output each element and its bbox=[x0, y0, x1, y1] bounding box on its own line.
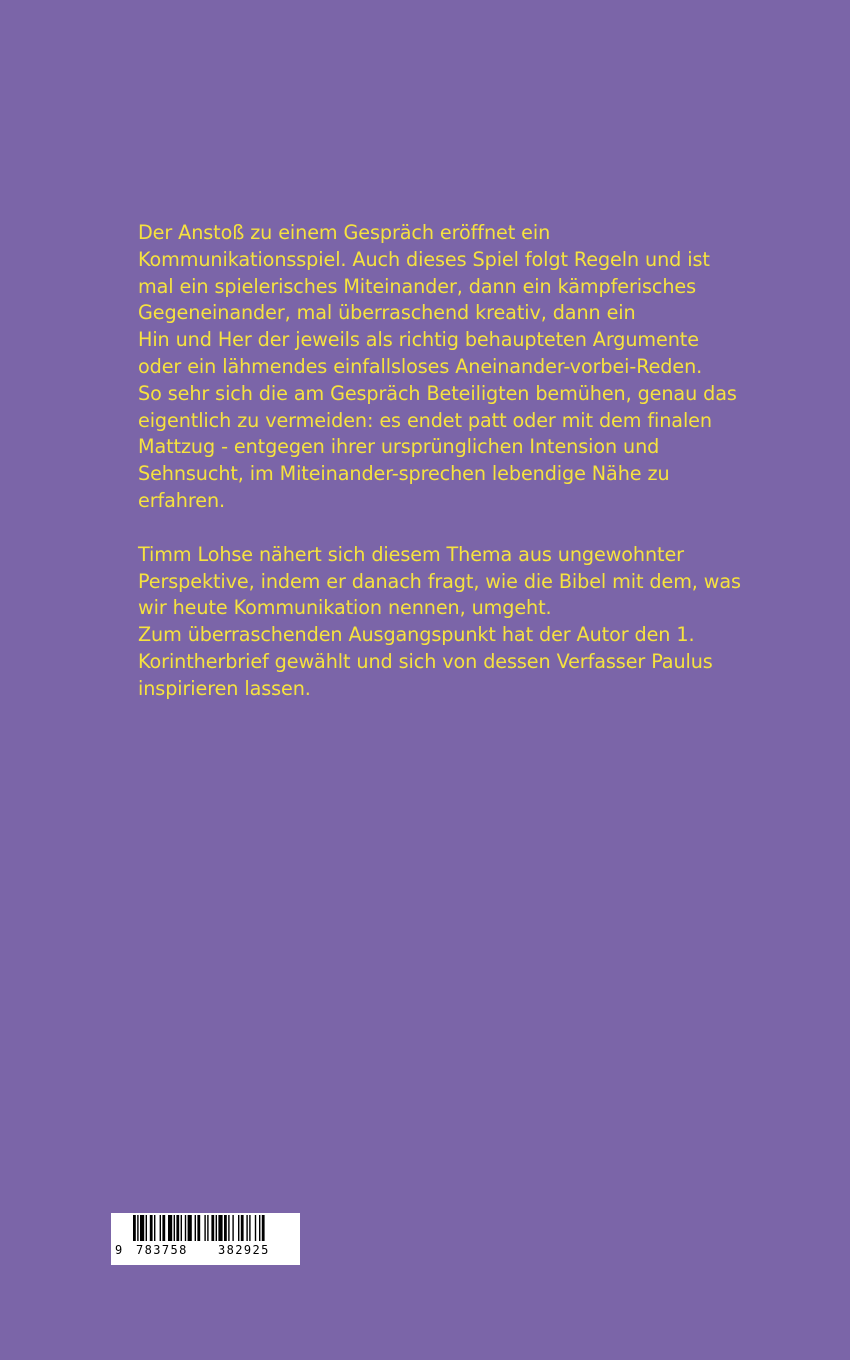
isbn-digit-prefix: 9 bbox=[115, 1243, 124, 1257]
barcode-bar bbox=[133, 1215, 136, 1241]
blurb-line: Perspektive, indem er danach fragt, wie die Bibel mit dem, was bbox=[138, 569, 741, 593]
barcode-bar bbox=[207, 1215, 208, 1241]
barcode-bar bbox=[162, 1215, 165, 1241]
barcode-bar bbox=[241, 1215, 244, 1241]
barcode-bar bbox=[188, 1215, 192, 1241]
isbn-digits-left: 783758 bbox=[136, 1243, 188, 1257]
barcode-bar bbox=[224, 1215, 227, 1241]
blurb-line: Timm Lohse nähert sich diesem Thema aus ungewohnter bbox=[138, 542, 684, 566]
blurb-line: eigentlich zu vermeiden: es endet patt oder mit dem finalen bbox=[138, 408, 712, 432]
blurb-line: Der Anstoß zu einem Gespräch eröffnet ein bbox=[138, 221, 551, 244]
barcode-bar bbox=[246, 1215, 247, 1241]
blurb-text bbox=[138, 220, 778, 703]
barcode-bar bbox=[181, 1215, 182, 1241]
barcode-bar bbox=[168, 1215, 172, 1241]
barcode-bar bbox=[176, 1215, 179, 1241]
blurb-line: Mattzug - entgegen ihrer ursprünglichen Intension und bbox=[138, 435, 660, 459]
blurb-paragraph-1 bbox=[138, 220, 778, 515]
barcode-bar bbox=[140, 1215, 144, 1241]
barcode-bar bbox=[154, 1215, 155, 1241]
barcode-bar bbox=[150, 1215, 153, 1241]
barcode-bar bbox=[249, 1215, 250, 1241]
barcode-bar bbox=[228, 1215, 229, 1241]
blurb-paragraph-2 bbox=[138, 542, 778, 703]
barcode-bar bbox=[255, 1215, 256, 1241]
blurb-line: inspirieren lassen. bbox=[138, 676, 311, 700]
barcode-bar bbox=[262, 1215, 265, 1241]
barcode-bar bbox=[197, 1215, 200, 1241]
barcode-bar bbox=[146, 1215, 147, 1241]
blurb-line: So sehr sich die am Gespräch Beteiligten bemühen, genau das bbox=[138, 381, 737, 405]
barcode-bar bbox=[204, 1215, 205, 1241]
barcode-bar bbox=[195, 1215, 196, 1241]
barcode-bar bbox=[160, 1215, 161, 1241]
barcode-bar bbox=[211, 1215, 214, 1241]
blurb-line: mal ein spielerisches Miteinander, dann ein kämpferisches bbox=[138, 274, 696, 298]
blurb-line: Kommunikationsspiel. Auch dieses Spiel folgt Regeln und ist bbox=[138, 247, 710, 271]
blurb-line: Gegeneinander, mal überraschend kreativ, dann ein bbox=[138, 301, 636, 325]
isbn-barcode bbox=[111, 1213, 300, 1265]
barcode-bar bbox=[185, 1215, 186, 1241]
barcode-bar bbox=[137, 1215, 138, 1241]
barcode-bar bbox=[174, 1215, 175, 1241]
isbn-digits-right: 382925 bbox=[218, 1243, 270, 1257]
blurb-line: oder ein lähmendes einfallsloses Aneinander-vorbei-Reden. bbox=[138, 354, 703, 378]
barcode-bar bbox=[216, 1215, 217, 1241]
blurb-line: erfahren. bbox=[138, 488, 225, 512]
barcode-bars bbox=[111, 1213, 300, 1265]
barcode-bar bbox=[232, 1215, 233, 1241]
blurb-line: Sehnsucht, im Miteinander-sprechen lebendige Nähe zu bbox=[138, 462, 670, 486]
blurb-line: Korintherbrief gewählt und sich von dessen Verfasser Paulus bbox=[138, 649, 713, 673]
blurb-line: wir heute Kommunikation nennen, umgeht. bbox=[138, 596, 552, 620]
barcode-bar bbox=[259, 1215, 260, 1241]
barcode-bar bbox=[218, 1215, 222, 1241]
blurb-line: Hin und Her der jeweils als richtig behaupteten Argumente bbox=[138, 328, 699, 352]
barcode-bar bbox=[238, 1215, 239, 1241]
blurb-line: Zum überraschenden Ausgangspunkt hat der Autor den 1. bbox=[138, 623, 695, 647]
